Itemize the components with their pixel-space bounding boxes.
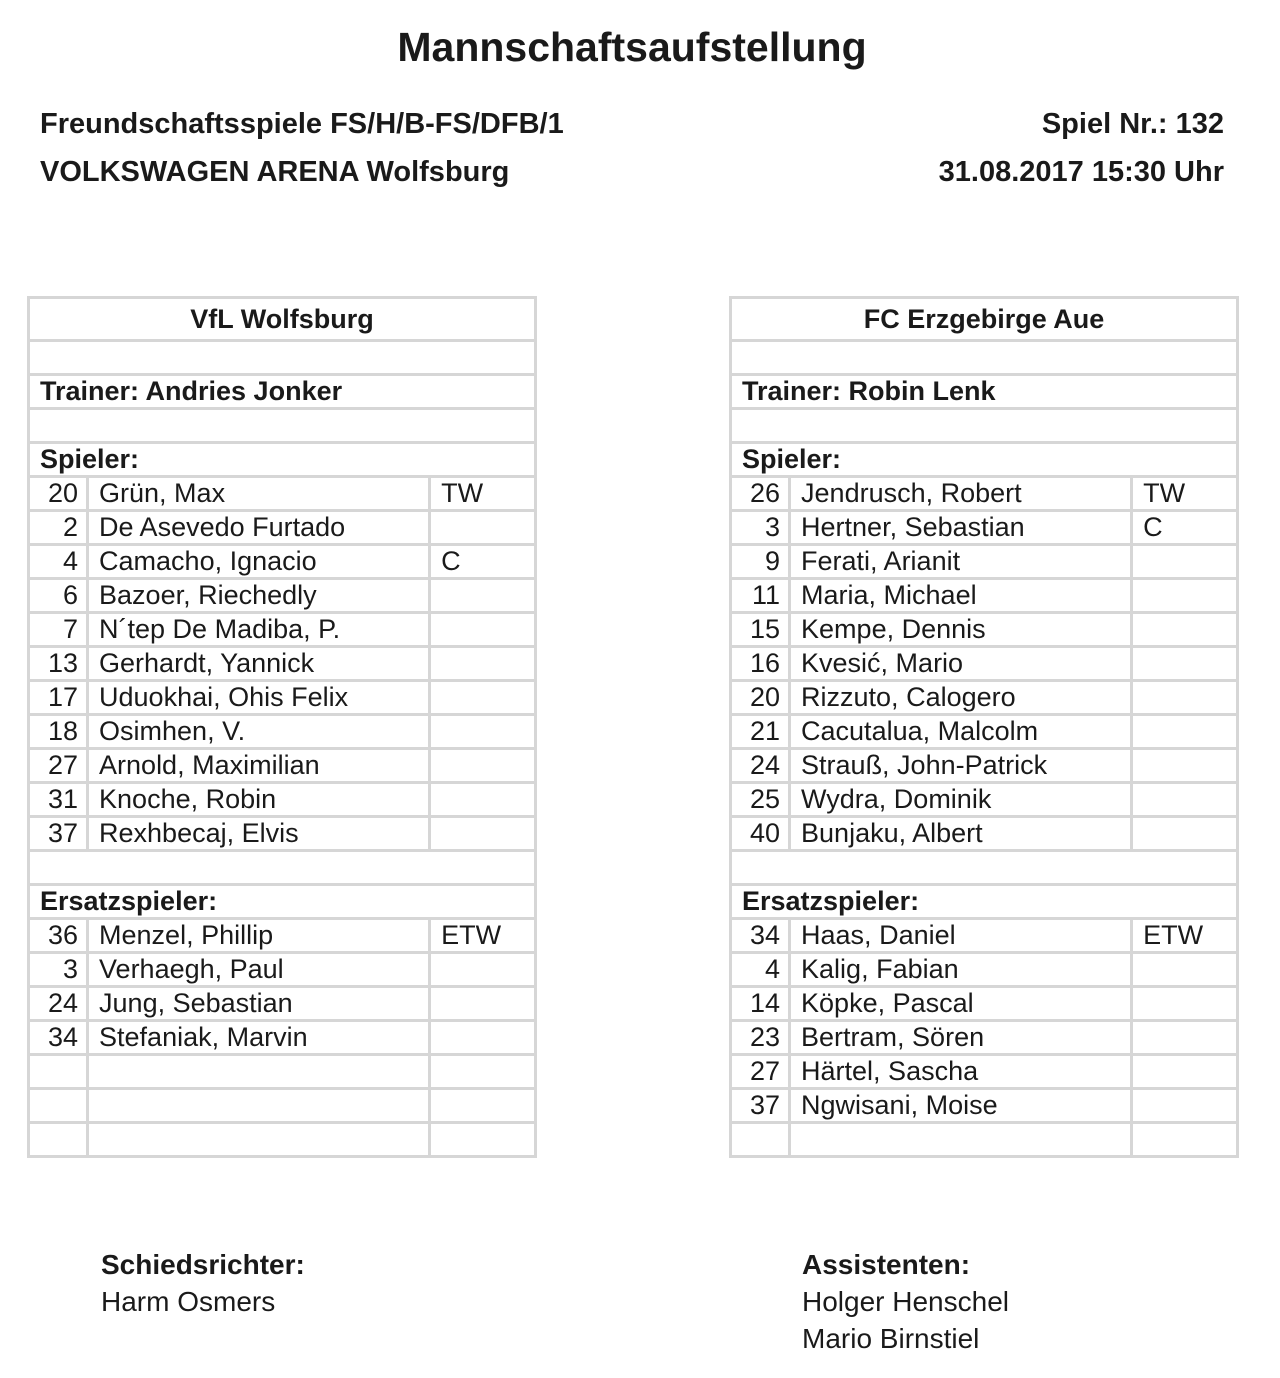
player-role (1132, 1021, 1238, 1055)
player-row (731, 681, 1238, 715)
shirt-number: 37 (29, 817, 88, 851)
trainer-name: Trainer: Robin Lenk (731, 375, 1238, 409)
player-role (1132, 1123, 1238, 1157)
player-name: Menzel, Phillip (88, 919, 430, 953)
player-role: C (430, 545, 536, 579)
shirt-number: 3 (29, 953, 88, 987)
player-name: Maria, Michael (790, 579, 1132, 613)
shirt-number: 7 (29, 613, 88, 647)
substitute-row (29, 1055, 536, 1089)
player-role: ETW (430, 919, 536, 953)
substitute-row (731, 919, 1238, 953)
player-name: De Asevedo Furtado (88, 511, 430, 545)
shirt-number: 37 (731, 1089, 790, 1123)
assistants-label: Assistenten: (802, 1249, 971, 1280)
match-datetime: 31.08.2017 15:30 Uhr (938, 156, 1224, 188)
player-role (430, 579, 536, 613)
venue-name: VOLKSWAGEN ARENA Wolfsburg (40, 156, 510, 188)
player-name (88, 1123, 430, 1157)
shirt-number: 4 (731, 953, 790, 987)
player-role (1132, 681, 1238, 715)
player-name: Ngwisani, Moise (790, 1089, 1132, 1123)
substitute-row (29, 1089, 536, 1123)
empty-row (29, 851, 536, 885)
shirt-number (731, 1123, 790, 1157)
table-row (29, 443, 536, 477)
player-name: Jendrusch, Robert (790, 477, 1132, 511)
player-row (29, 511, 536, 545)
shirt-number: 21 (731, 715, 790, 749)
player-row (731, 477, 1238, 511)
player-name: Arnold, Maximilian (88, 749, 430, 783)
table-row (731, 885, 1238, 919)
player-role (430, 987, 536, 1021)
table-row (731, 443, 1238, 477)
shirt-number: 16 (731, 647, 790, 681)
player-name: Verhaegh, Paul (88, 953, 430, 987)
team-name: FC Erzgebirge Aue (731, 298, 1238, 341)
player-name: Camacho, Ignacio (88, 545, 430, 579)
player-name: Stefaniak, Marvin (88, 1021, 430, 1055)
player-name: Osimhen, V. (88, 715, 430, 749)
substitute-row (731, 1021, 1238, 1055)
player-row (29, 613, 536, 647)
player-role: TW (430, 477, 536, 511)
empty-row (29, 409, 536, 443)
player-role (1132, 987, 1238, 1021)
table-row (29, 341, 536, 375)
substitute-row (29, 1123, 536, 1157)
referee-name: Harm Osmers (101, 1286, 276, 1317)
player-row (731, 647, 1238, 681)
substitute-row (731, 953, 1238, 987)
page-title: Mannschaftsaufstellung (397, 24, 867, 70)
shirt-number: 6 (29, 579, 88, 613)
substitute-row (731, 1055, 1238, 1089)
substitutes-label: Ersatzspieler: (731, 885, 1238, 919)
player-role (430, 817, 536, 851)
player-name: Cacutalua, Malcolm (790, 715, 1132, 749)
player-name: Hertner, Sebastian (790, 511, 1132, 545)
player-role (430, 1021, 536, 1055)
player-name: Grün, Max (88, 477, 430, 511)
empty-row (731, 409, 1238, 443)
substitute-row (731, 1089, 1238, 1123)
referee-block (101, 1246, 305, 1320)
shirt-number: 11 (731, 579, 790, 613)
shirt-number: 3 (731, 511, 790, 545)
shirt-number: 9 (731, 545, 790, 579)
player-name: N´tep De Madiba, P. (88, 613, 430, 647)
player-row (731, 715, 1238, 749)
table-row (731, 409, 1238, 443)
player-role (1132, 1055, 1238, 1089)
player-name: Uduokhai, Ohis Felix (88, 681, 430, 715)
player-row (29, 715, 536, 749)
player-row (731, 817, 1238, 851)
player-row (29, 681, 536, 715)
player-role (430, 647, 536, 681)
shirt-number (29, 1055, 88, 1089)
player-name: Jung, Sebastian (88, 987, 430, 1021)
player-name (88, 1055, 430, 1089)
player-role: TW (1132, 477, 1238, 511)
assistant-name: Mario Birnstiel (802, 1323, 980, 1354)
shirt-number: 25 (731, 783, 790, 817)
player-name: Strauß, John-Patrick (790, 749, 1132, 783)
player-row (29, 783, 536, 817)
substitute-row (29, 953, 536, 987)
player-row (29, 545, 536, 579)
shirt-number: 23 (731, 1021, 790, 1055)
player-row (731, 783, 1238, 817)
competition-name: Freundschaftsspiele FS/H/B-FS/DFB/1 (40, 108, 564, 140)
players-label: Spieler: (731, 443, 1238, 477)
player-name: Köpke, Pascal (790, 987, 1132, 1021)
substitute-row (731, 987, 1238, 1021)
player-role (1132, 647, 1238, 681)
player-role: C (1132, 511, 1238, 545)
player-name (88, 1089, 430, 1123)
table-row (731, 298, 1238, 341)
shirt-number: 20 (731, 681, 790, 715)
shirt-number: 27 (731, 1055, 790, 1089)
shirt-number: 24 (731, 749, 790, 783)
player-name (790, 1123, 1132, 1157)
trainer-name: Trainer: Andries Jonker (29, 375, 536, 409)
player-name: Rizzuto, Calogero (790, 681, 1132, 715)
table-row (29, 375, 536, 409)
shirt-number: 14 (731, 987, 790, 1021)
substitute-row (29, 919, 536, 953)
player-role (1132, 545, 1238, 579)
shirt-number: 36 (29, 919, 88, 953)
player-role (1132, 783, 1238, 817)
player-role (430, 1123, 536, 1157)
player-name: Bertram, Sören (790, 1021, 1132, 1055)
table-row (29, 885, 536, 919)
assistant-name: Holger Henschel (802, 1286, 1009, 1317)
player-role: ETW (1132, 919, 1238, 953)
substitute-row (29, 987, 536, 1021)
player-role (430, 613, 536, 647)
player-row (731, 511, 1238, 545)
player-role (430, 953, 536, 987)
shirt-number (29, 1123, 88, 1157)
player-row (29, 477, 536, 511)
table-row (731, 341, 1238, 375)
table-row (731, 375, 1238, 409)
player-row (731, 545, 1238, 579)
player-role (1132, 613, 1238, 647)
player-role (1132, 1089, 1238, 1123)
player-name: Bunjaku, Albert (790, 817, 1132, 851)
shirt-number (29, 1089, 88, 1123)
shirt-number: 34 (29, 1021, 88, 1055)
table-row (731, 851, 1238, 885)
player-role (430, 783, 536, 817)
players-label: Spieler: (29, 443, 536, 477)
empty-row (29, 341, 536, 375)
team-name: VfL Wolfsburg (29, 298, 536, 341)
player-name: Kempe, Dennis (790, 613, 1132, 647)
player-role (1132, 579, 1238, 613)
table-row (29, 851, 536, 885)
player-row (731, 749, 1238, 783)
empty-row (731, 341, 1238, 375)
player-role (430, 1055, 536, 1089)
player-role (430, 715, 536, 749)
player-row (29, 749, 536, 783)
shirt-number: 24 (29, 987, 88, 1021)
shirt-number: 34 (731, 919, 790, 953)
player-row (29, 647, 536, 681)
player-role (430, 1089, 536, 1123)
shirt-number: 40 (731, 817, 790, 851)
player-row (29, 579, 536, 613)
substitute-row (731, 1123, 1238, 1157)
player-name: Härtel, Sascha (790, 1055, 1132, 1089)
player-name: Kvesić, Mario (790, 647, 1132, 681)
assistants-block (802, 1246, 1009, 1357)
shirt-number: 20 (29, 477, 88, 511)
match-number: Spiel Nr.: 132 (1041, 108, 1224, 140)
player-name: Bazoer, Riechedly (88, 579, 430, 613)
player-role (1132, 953, 1238, 987)
substitute-row (29, 1021, 536, 1055)
empty-row (731, 851, 1238, 885)
player-name: Knoche, Robin (88, 783, 430, 817)
shirt-number: 18 (29, 715, 88, 749)
shirt-number: 4 (29, 545, 88, 579)
player-name: Wydra, Dominik (790, 783, 1132, 817)
shirt-number: 13 (29, 647, 88, 681)
player-role (430, 681, 536, 715)
table-row (29, 298, 536, 341)
player-name: Rexhbecaj, Elvis (88, 817, 430, 851)
home-team-lineup (27, 296, 537, 1158)
player-row (731, 579, 1238, 613)
player-row (29, 817, 536, 851)
away-team-lineup (729, 296, 1239, 1158)
player-name: Ferati, Arianit (790, 545, 1132, 579)
player-name: Haas, Daniel (790, 919, 1132, 953)
player-role (430, 511, 536, 545)
shirt-number: 27 (29, 749, 88, 783)
referee-label: Schiedsrichter: (101, 1249, 305, 1280)
player-role (1132, 749, 1238, 783)
shirt-number: 31 (29, 783, 88, 817)
player-role (1132, 715, 1238, 749)
shirt-number: 26 (731, 477, 790, 511)
table-row (29, 409, 536, 443)
shirt-number: 17 (29, 681, 88, 715)
shirt-number: 15 (731, 613, 790, 647)
player-role (430, 749, 536, 783)
player-name: Gerhardt, Yannick (88, 647, 430, 681)
shirt-number: 2 (29, 511, 88, 545)
player-row (731, 613, 1238, 647)
player-name: Kalig, Fabian (790, 953, 1132, 987)
substitutes-label: Ersatzspieler: (29, 885, 536, 919)
player-role (1132, 817, 1238, 851)
